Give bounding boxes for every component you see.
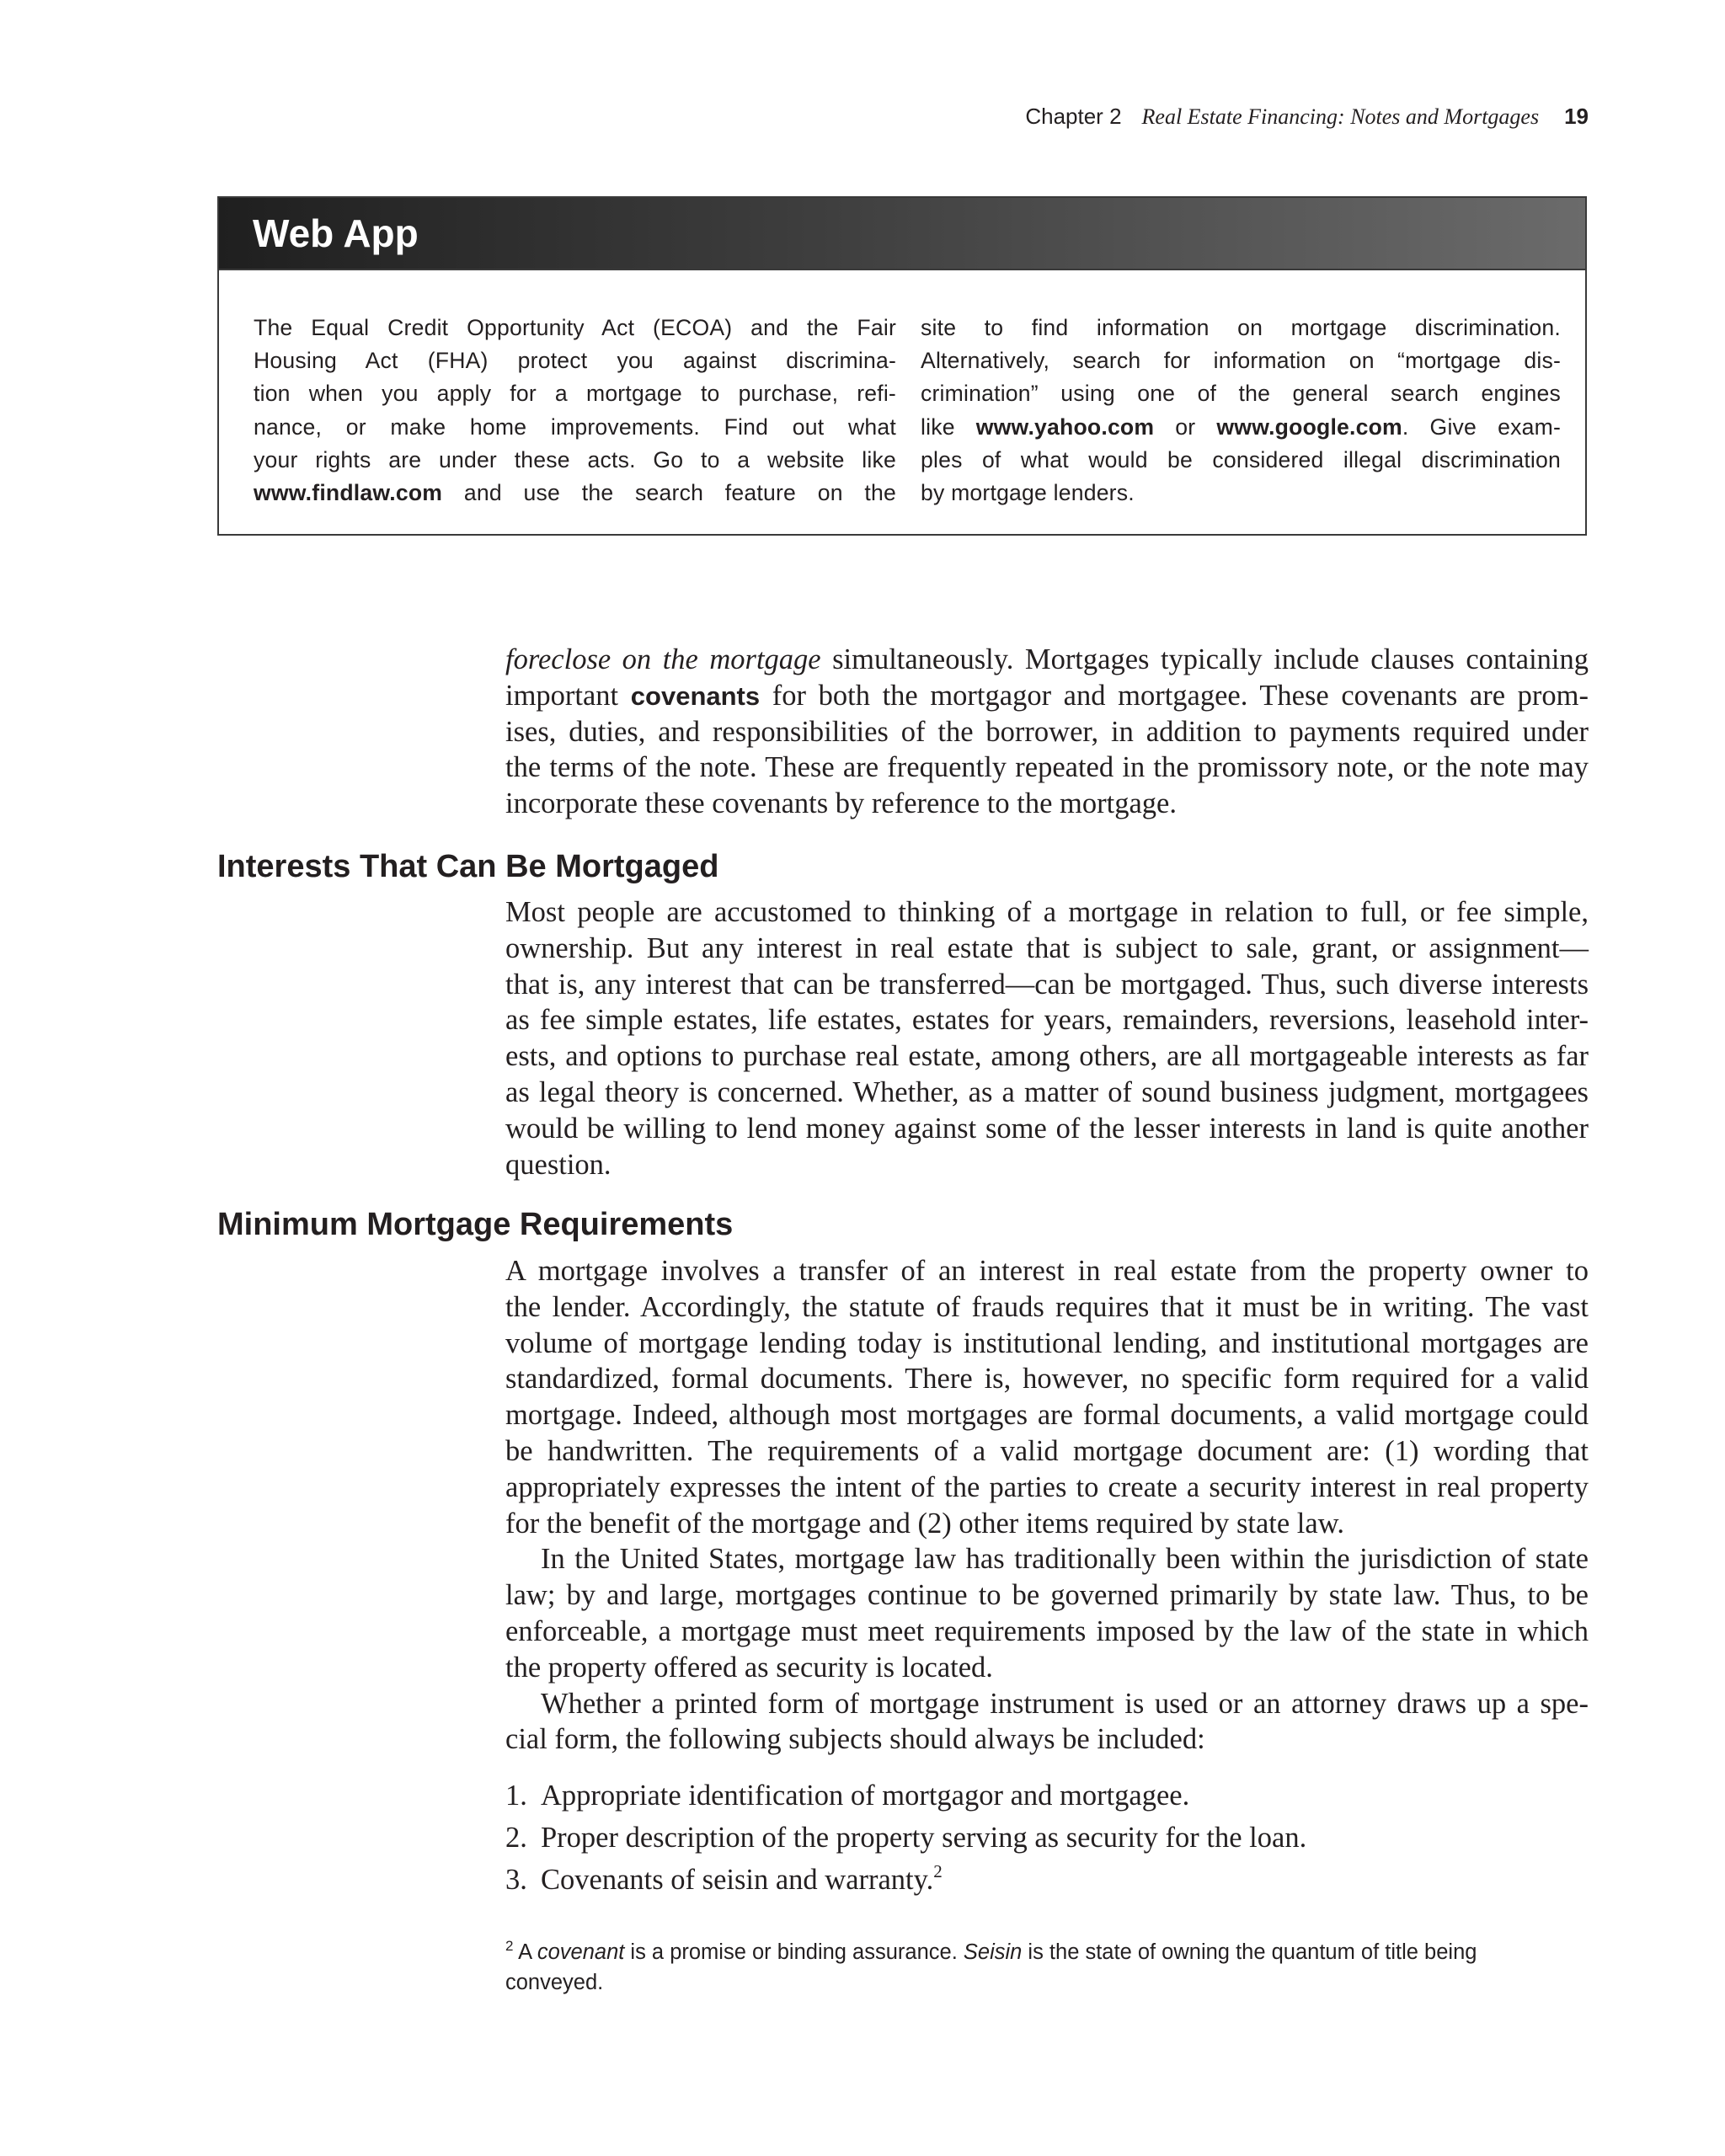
minimum-paragraphs xyxy=(505,1253,1589,1758)
key-term-covenants: covenants xyxy=(630,680,761,711)
list-item xyxy=(505,1859,1589,1901)
italic-term: foreclose on the mortgage xyxy=(505,643,821,675)
footnote-reference[interactable]: 2 xyxy=(933,1861,943,1881)
body-line: the lender. Accordingly, the statute of frauds requires that it must be in writing. The vast xyxy=(505,1290,1589,1323)
page-number: 19 xyxy=(1564,104,1589,129)
intro-paragraph xyxy=(505,642,1589,822)
body-line: incorporate these covenants by reference to the mortgage. xyxy=(505,787,1177,820)
body-line: would be willing to lend money against some of the lesser interests in land is quite another xyxy=(505,1112,1589,1145)
body-line: as fee simple estates, life estates, estates for years, remainders, reversions, leasehold inter- xyxy=(505,1004,1589,1037)
web-app-text-line: Housing Act (FHA) protect you against discrimina- xyxy=(254,348,896,374)
web-app-text-line: Alternatively, search for information on “mortgage dis- xyxy=(921,348,1561,374)
web-app-box xyxy=(217,196,1587,536)
web-app-text-line: The Equal Credit Opportunity Act (ECOA) and the Fair xyxy=(254,315,896,340)
body-line: that is, any interest that can be transferred—can be mortgaged. Thus, such diverse interests xyxy=(505,968,1589,1001)
findlaw-link[interactable]: www.findlaw.com xyxy=(254,479,443,505)
chapter-title: Real Estate Financing: Notes and Mortgages xyxy=(1141,104,1540,129)
body-line: appropriately expresses the intent of the parties to create a security interest in real property xyxy=(505,1470,1589,1503)
footnote-fragment: A xyxy=(513,1940,537,1964)
google-link[interactable]: www.google.com xyxy=(1216,414,1402,440)
body-line: be handwritten. The requirements of a valid mortgage document are: (1) wording that xyxy=(505,1434,1589,1467)
web-app-text-line: by mortgage lenders. xyxy=(921,479,1135,505)
body-fragment: important xyxy=(505,679,631,712)
body-line: ests, and options to purchase real estate, among others, are all mortgageable interests as far xyxy=(505,1040,1589,1073)
footnote-fragment: is the state of owning the quantum of title being xyxy=(1022,1940,1477,1964)
body-line: In the United States, mortgage law has traditionally been within the jurisdiction of state xyxy=(541,1543,1589,1576)
running-head xyxy=(1025,99,1589,134)
web-app-text-line: ples of what would be considered illegal discrimination xyxy=(921,446,1561,472)
body-fragment: simultaneously. Mortgages typically include clauses containing xyxy=(820,643,1589,675)
web-app-text-fragment: . Give exam- xyxy=(1402,414,1561,440)
body-line: the property offered as security is located. xyxy=(505,1651,993,1684)
body-line: cial form, the following subjects should always be included: xyxy=(505,1723,1205,1756)
footnote xyxy=(505,1937,1589,1998)
web-app-text-line: nance, or make home improvements. Find out what xyxy=(254,414,896,440)
list-number: 1. xyxy=(505,1780,527,1812)
footnote-line xyxy=(505,1937,1589,1967)
web-app-text-line: site to find information on mortgage discrimination. xyxy=(921,315,1561,340)
body-line: ownership. But any interest in real estate that is subject to sale, grant, or assignment— xyxy=(505,931,1589,964)
body-line xyxy=(505,642,1589,678)
list-number: 3. xyxy=(505,1864,527,1896)
footnote-fragment: is a promise or binding assurance. xyxy=(624,1940,964,1964)
web-app-text-fragment: like xyxy=(921,414,976,440)
footnote-term-covenant: covenant xyxy=(537,1940,625,1964)
footnote-mark: 2 xyxy=(505,1938,514,1954)
section-heading-interests: Interests That Can Be Mortgaged xyxy=(217,849,719,884)
web-app-column-right xyxy=(921,312,1561,510)
list-text: Covenants of seisin and warranty. xyxy=(541,1864,934,1896)
body-line: Most people are accustomed to thinking of a mortgage in relation to full, or fee simple, xyxy=(505,896,1589,928)
body-line: as legal theory is concerned. Whether, as a matter of sound business judgment, mortgagees xyxy=(505,1075,1589,1108)
list-text: Appropriate identification of mortgagor and mortgagee. xyxy=(541,1780,1190,1812)
body-line: question. xyxy=(505,1148,611,1181)
interests-paragraph xyxy=(505,894,1589,1182)
body-line: ises, duties, and responsibilities of the borrower, in addition to payments required under xyxy=(505,715,1589,748)
body-line xyxy=(505,678,1589,714)
web-app-text-line xyxy=(254,477,896,510)
body-line: the terms of the note. These are frequently repeated in the promissory note, or the note may xyxy=(505,751,1589,784)
web-app-text-line: tion when you apply for a mortgage to purchase, refi- xyxy=(254,381,896,407)
web-app-text-line: crimination” using one of the general search engines xyxy=(921,381,1561,407)
body-line: mortgage. Indeed, although most mortgages are formal documents, a valid mortgage could xyxy=(505,1399,1589,1432)
web-app-header xyxy=(219,198,1585,270)
chapter-label: Chapter 2 xyxy=(1025,104,1122,129)
body-fragment: for both the mortgagor and mortgagee. These covenants are prom- xyxy=(760,679,1589,712)
list-item xyxy=(505,1817,1589,1859)
list-item xyxy=(505,1774,1589,1817)
body-line: volume of mortgage lending today is institutional lending, and institutional mortgages are xyxy=(505,1326,1589,1359)
footnote-term-seisin: Seisin xyxy=(963,1940,1023,1964)
body-line: Whether a printed form of mortgage instrument is used or an attorney draws up a spe- xyxy=(541,1687,1589,1720)
footnote-line: conveyed. xyxy=(505,1971,604,1994)
web-app-text-line xyxy=(921,411,1561,444)
body-line: standardized, formal documents. There is, however, no specific form required for a valid xyxy=(505,1363,1589,1396)
body-line: for the benefit of the mortgage and (2) other items required by state law. xyxy=(505,1507,1344,1540)
requirements-list xyxy=(505,1774,1589,1901)
section-heading-minimum: Minimum Mortgage Requirements xyxy=(217,1207,734,1242)
web-app-title: Web App xyxy=(253,211,419,255)
list-number: 2. xyxy=(505,1822,527,1854)
body-line: enforceable, a mortgage must meet requirements imposed by the law of the state in which xyxy=(505,1614,1589,1647)
yahoo-link[interactable]: www.yahoo.com xyxy=(975,414,1155,440)
body-line: law; by and large, mortgages continue to be governed primarily by state law. Thus, to be xyxy=(505,1579,1589,1612)
body-line: A mortgage involves a transfer of an interest in real estate from the property owner to xyxy=(505,1255,1589,1287)
web-app-text-fragment: or xyxy=(1154,414,1217,440)
web-app-text-line: your rights are under these acts. Go to a website like xyxy=(254,446,896,472)
web-app-text-fragment: and use the search feature on the xyxy=(442,479,896,505)
list-text: Proper description of the property serving as security for the loan. xyxy=(541,1822,1307,1854)
web-app-column-left xyxy=(254,312,896,510)
